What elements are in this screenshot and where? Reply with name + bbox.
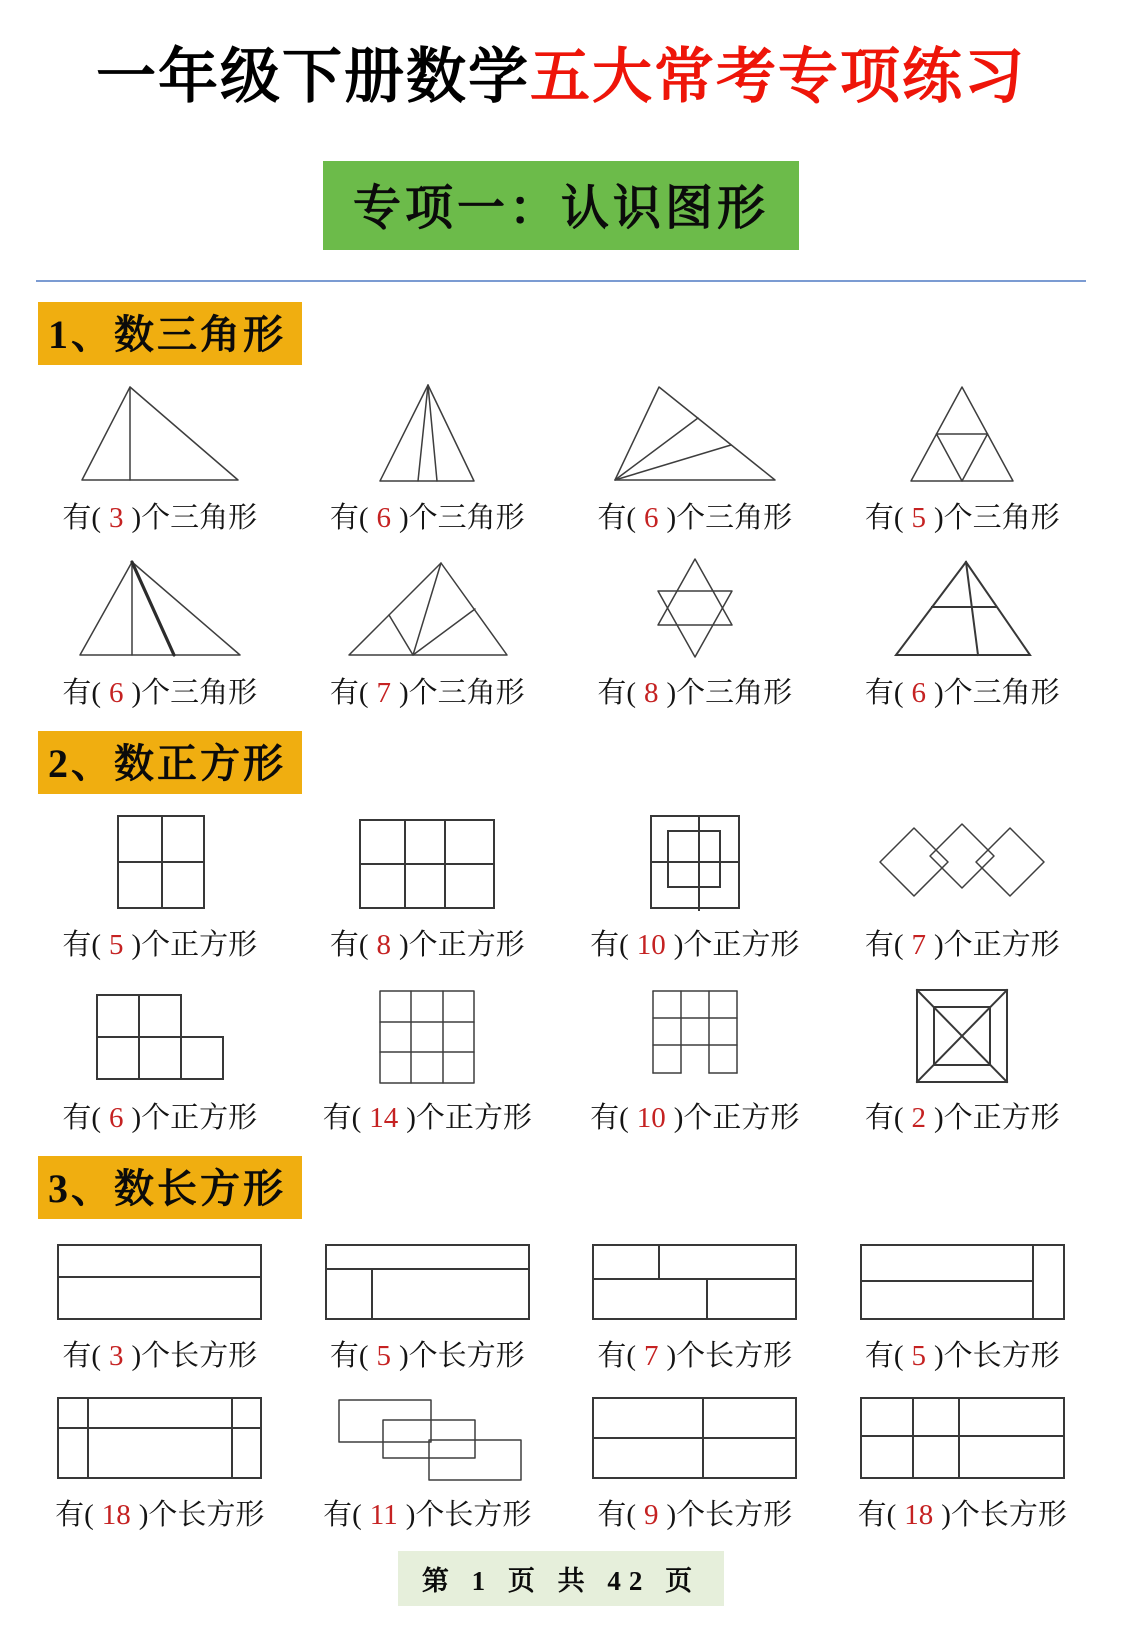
figure-rect-right-strip — [829, 1229, 1097, 1325]
answer-value: 7 — [911, 929, 926, 961]
exercise-item — [561, 804, 829, 963]
section-triangles-items — [0, 369, 1122, 711]
figure-caption — [26, 922, 294, 963]
answer-value: 5 — [109, 929, 124, 961]
figure-grid-2x3 — [294, 804, 562, 914]
exercise-item — [829, 375, 1097, 536]
caption-prefix: 有( — [597, 502, 636, 534]
answer-value: 6 — [109, 677, 124, 709]
exercise-item — [561, 1388, 829, 1533]
caption-suffix: )个正方形 — [131, 929, 258, 961]
figure-caption — [26, 1095, 294, 1136]
figure-caption — [26, 1492, 294, 1533]
caption-prefix: 有( — [62, 929, 101, 961]
caption-prefix: 有( — [597, 1340, 636, 1372]
answer-value: 7 — [376, 677, 391, 709]
exercise-item — [561, 1229, 829, 1374]
caption-suffix: )个长方形 — [138, 1499, 265, 1531]
figure-triangle-4 — [829, 375, 1097, 487]
answer-value: 14 — [369, 1102, 399, 1134]
caption-prefix: 有( — [329, 502, 369, 534]
figure-caption — [294, 922, 562, 963]
exercise-item — [294, 550, 562, 711]
exercise-item — [561, 550, 829, 711]
caption-prefix: 有( — [329, 677, 369, 709]
exercise-item — [294, 804, 562, 963]
answer-value: 5 — [911, 502, 926, 534]
figure-caption — [829, 1333, 1097, 1374]
figure-caption — [829, 495, 1097, 536]
answer-value: 8 — [376, 929, 391, 961]
caption-prefix: 有( — [590, 929, 629, 961]
figure-caption — [294, 495, 562, 536]
figure-caption — [294, 1492, 562, 1533]
figure-grid-open-bottom — [561, 977, 829, 1087]
figure-caption — [561, 1095, 829, 1136]
figure-triangle-1 — [26, 375, 294, 487]
figure-l-shape-squares — [26, 977, 294, 1087]
figure-grid-3x3 — [294, 977, 562, 1087]
subtitle-banner: 专项一：认识图形 — [323, 161, 799, 250]
exercise-item — [561, 375, 829, 536]
answer-value: 5 — [911, 1340, 926, 1372]
caption-prefix: 有( — [864, 1102, 904, 1134]
caption-prefix: 有( — [62, 1340, 101, 1372]
figure-square-diagonals-inner — [829, 977, 1097, 1087]
exercise-item — [294, 375, 562, 536]
section-rectangles-header-row — [38, 1156, 1122, 1219]
section-triangles-header-row — [38, 302, 1122, 365]
caption-suffix: )个三角形 — [131, 502, 258, 534]
figure-triangle-3 — [561, 375, 829, 487]
footer-row — [0, 1551, 1122, 1606]
caption-prefix: 有( — [864, 929, 904, 961]
answer-value: 6 — [911, 677, 926, 709]
figure-caption — [829, 1492, 1097, 1533]
figure-caption — [294, 1095, 562, 1136]
caption-suffix: )个长方形 — [934, 1340, 1060, 1372]
caption-prefix: 有( — [590, 1102, 629, 1134]
figure-overlapping-rects — [294, 1388, 562, 1484]
exercise-item — [294, 1229, 562, 1374]
answer-value: 3 — [109, 1340, 124, 1372]
answer-value: 8 — [644, 677, 659, 709]
caption-prefix: 有( — [864, 502, 904, 534]
figure-rect-top-strip — [294, 1229, 562, 1325]
caption-suffix: )个三角形 — [399, 502, 525, 534]
figure-caption — [561, 1333, 829, 1374]
figure-rect-grid-3x2-b — [829, 1388, 1097, 1484]
caption-prefix: 有( — [329, 1340, 369, 1372]
caption-prefix: 有( — [597, 1499, 636, 1531]
figure-rect-offset-splits — [561, 1229, 829, 1325]
caption-suffix: )个三角形 — [131, 677, 258, 709]
exercise-item — [294, 977, 562, 1136]
section-squares-items — [0, 798, 1122, 1136]
answer-value: 5 — [376, 1340, 391, 1372]
figure-triangle-6 — [294, 550, 562, 662]
caption-prefix: 有( — [322, 1102, 362, 1134]
caption-suffix: )个正方形 — [934, 929, 1060, 961]
caption-suffix: )个三角形 — [666, 677, 793, 709]
figure-caption — [294, 1333, 562, 1374]
answer-value: 2 — [911, 1102, 926, 1134]
caption-prefix: 有( — [323, 1499, 362, 1531]
figure-caption — [561, 670, 829, 711]
figure-rect-grid-2x2 — [561, 1388, 829, 1484]
figure-caption — [294, 670, 562, 711]
caption-prefix: 有( — [864, 1340, 904, 1372]
caption-prefix: 有( — [597, 677, 636, 709]
answer-value: 11 — [369, 1499, 398, 1531]
answer-value: 10 — [636, 929, 666, 961]
caption-suffix: )个长方形 — [131, 1340, 258, 1372]
figure-caption — [829, 922, 1097, 963]
figure-caption — [829, 1095, 1097, 1136]
caption-suffix: )个三角形 — [399, 677, 525, 709]
exercise-item — [26, 977, 294, 1136]
caption-suffix: )个长方形 — [666, 1499, 793, 1531]
figure-caption — [829, 670, 1097, 711]
caption-suffix: )个正方形 — [673, 1102, 800, 1134]
figure-caption — [26, 670, 294, 711]
subtitle-banner-row — [0, 161, 1122, 250]
exercise-item — [26, 550, 294, 711]
exercise-item — [829, 804, 1097, 963]
exercise-item — [829, 550, 1097, 711]
caption-prefix: 有( — [62, 1102, 101, 1134]
section-squares-header: 2、数正方形 — [38, 731, 302, 794]
exercise-item — [26, 1229, 294, 1374]
figure-three-diamonds — [829, 804, 1097, 914]
figure-triangle-8 — [829, 550, 1097, 662]
caption-suffix: )个正方形 — [934, 1102, 1060, 1134]
figure-triangle-5 — [26, 550, 294, 662]
figure-caption — [26, 1333, 294, 1374]
figure-caption — [561, 1492, 829, 1533]
answer-value: 18 — [101, 1499, 131, 1531]
caption-suffix: )个正方形 — [399, 929, 525, 961]
page-title-black: 一年级下册数学 — [96, 43, 530, 110]
answer-value: 7 — [644, 1340, 659, 1372]
caption-prefix: 有( — [62, 502, 101, 534]
caption-suffix: )个长方形 — [941, 1499, 1067, 1531]
caption-suffix: )个三角形 — [666, 502, 793, 534]
caption-prefix: 有( — [864, 677, 904, 709]
caption-suffix: )个长方形 — [405, 1499, 532, 1531]
caption-suffix: )个长方形 — [399, 1340, 525, 1372]
section-triangles-header: 1、数三角形 — [38, 302, 302, 365]
answer-value: 10 — [636, 1102, 666, 1134]
section-rectangles-items — [0, 1223, 1122, 1533]
figure-triangle-2 — [294, 375, 562, 487]
exercise-item — [829, 977, 1097, 1136]
figure-caption — [26, 495, 294, 536]
exercise-item — [829, 1388, 1097, 1533]
exercise-item — [26, 804, 294, 963]
caption-suffix: )个长方形 — [666, 1340, 793, 1372]
section-squares-header-row — [38, 731, 1122, 794]
answer-value: 9 — [644, 1499, 659, 1531]
figure-square-cross-inner — [561, 804, 829, 914]
figure-grid-2x2 — [26, 804, 294, 914]
figure-rect-grid-3x2 — [26, 1388, 294, 1484]
figure-rect-two-rows — [26, 1229, 294, 1325]
page-title-red: 五大常考专项练习 — [530, 43, 1026, 110]
answer-value: 6 — [376, 502, 391, 534]
figure-hexagram — [561, 550, 829, 662]
exercise-item — [294, 1388, 562, 1533]
caption-prefix: 有( — [62, 677, 101, 709]
figure-caption — [561, 922, 829, 963]
page-title — [0, 42, 1122, 111]
caption-suffix: )个正方形 — [131, 1102, 258, 1134]
section-rectangles-header: 3、数长方形 — [38, 1156, 302, 1219]
caption-prefix: 有( — [857, 1499, 897, 1531]
exercise-item — [26, 375, 294, 536]
caption-prefix: 有( — [329, 929, 369, 961]
horizontal-divider — [36, 280, 1086, 282]
exercise-item — [26, 1388, 294, 1533]
answer-value: 3 — [109, 502, 124, 534]
caption-suffix: )个三角形 — [934, 677, 1060, 709]
page-indicator: 第 1 页 共 42 页 — [398, 1551, 724, 1606]
answer-value: 6 — [644, 502, 659, 534]
answer-value: 18 — [904, 1499, 934, 1531]
figure-caption — [561, 495, 829, 536]
exercise-item — [561, 977, 829, 1136]
exercise-item — [829, 1229, 1097, 1374]
caption-suffix: )个三角形 — [934, 502, 1060, 534]
caption-suffix: )个正方形 — [406, 1102, 532, 1134]
answer-value: 6 — [109, 1102, 124, 1134]
caption-suffix: )个正方形 — [673, 929, 800, 961]
caption-prefix: 有( — [55, 1499, 94, 1531]
